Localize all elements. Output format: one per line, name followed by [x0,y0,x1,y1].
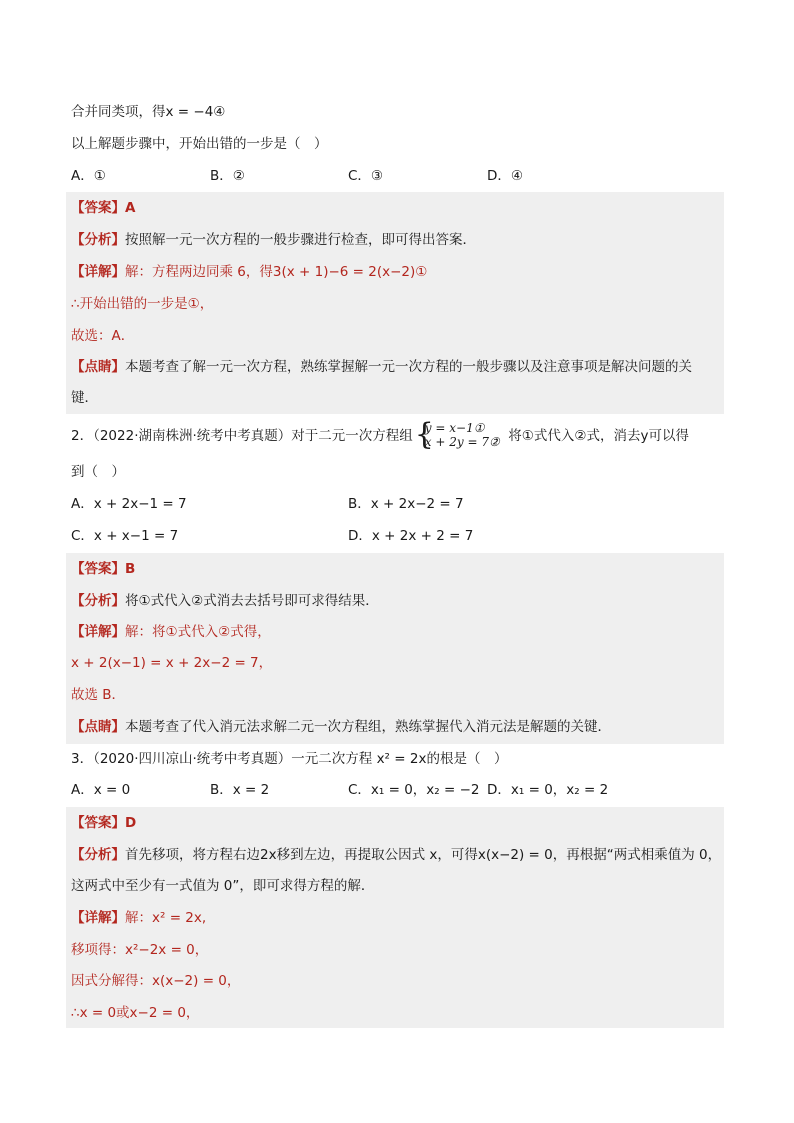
option-a: A．x = 0 [71,782,131,798]
analysis-line [71,227,476,253]
detail-line: ∴开始出错的一步是①， [71,296,214,312]
comment-text: 本题考查了代入消元法求解二元一次方程组，熟练掌握代入消元法是解题的关键． [125,719,611,735]
question-3-stem: 3．（2020·四川凉山·统考中考真题）一元二次方程 x² = 2x的根是（ ） [71,751,508,767]
detail-line [71,619,271,645]
option-b: B．② [210,168,245,184]
left-brace: { [414,417,434,452]
comment-tag: 【点睛】 [71,719,125,735]
analysis-text: 首先移项，将方程右边2x移到左边，再提取公因式 x，可得x(x−2) = 0，再根据“两式相乘值为 0， [125,847,722,863]
comment-line: 键． [71,390,98,406]
answer-tag: 【答案】 [71,815,125,831]
option-b: B．x = 2 [210,782,270,798]
question-2-stem-cont: 到（ ） [71,464,125,480]
analysis-text: 将①式代入②式消去去括号即可求得结果． [125,593,379,609]
option-d: D．x + 2x + 2 = 7 [348,528,474,544]
comment-line [71,354,692,380]
detail-text: 解：将①式代入②式得， [125,624,271,640]
answer-value: A [125,200,136,216]
detail-text: 解：方程两边同乘 6，得3(x + 1)−6 = 2(x−2)① [125,264,428,280]
answer-value: D [125,815,137,831]
detail-tag: 【详解】 [71,910,125,926]
analysis-line [71,588,379,614]
analysis-tag: 【分析】 [71,847,125,863]
comment-line [71,714,611,740]
detail-line: 移项得：x²−2x = 0， [71,942,209,958]
detail-line: ∴x = 0或x−2 = 0， [71,1005,200,1021]
equation-system [414,417,500,452]
answer-value: B [125,561,136,577]
answer-line [71,195,135,221]
analysis-line: 这两式中至少有一式值为 0”，即可求得方程的解． [71,878,375,894]
option-d: D．x₁ = 0，x₂ = 2 [487,782,609,798]
detail-text: 解：x² = 2x, [125,910,207,926]
question-prompt: 以上解题步骤中，开始出错的一步是（ ） [71,136,328,152]
option-c: C．③ [348,168,384,184]
option-a: A．① [71,168,106,184]
detail-line [71,905,206,931]
detail-line: 故选：A． [71,328,135,344]
answer-line [71,810,136,836]
analysis-tag: 【分析】 [71,593,125,609]
question-2-stem [71,417,689,452]
option-c: C．x₁ = 0，x₂ = −2 [348,782,480,798]
stem-suffix: ，将①式代入②式，消去y可以得 [494,428,689,444]
detail-line: 因式分解得：x(x−2) = 0， [71,973,241,989]
answer-line [71,556,135,582]
answer-tag: 【答案】 [71,200,125,216]
system-row-1: y = x−1① [424,421,485,435]
detail-tag: 【详解】 [71,264,125,280]
option-a: A．x + 2x−1 = 7 [71,496,187,512]
analysis-tag: 【分析】 [71,232,125,248]
stem-prefix: 2．（2022·湖南株洲·统考中考真题）对于二元一次方程组 [71,428,413,444]
step-line: 合并同类项，得x = −4④ [71,104,226,120]
system-row-2: x + 2y = 7② [424,435,500,449]
detail-tag: 【详解】 [71,624,125,640]
answer-tag: 【答案】 [71,561,125,577]
detail-line [71,259,427,285]
comment-tag: 【点睛】 [71,359,125,375]
detail-line: 故选 B． [71,687,126,703]
option-c: C．x + x−1 = 7 [71,528,179,544]
option-d: D．④ [487,168,523,184]
option-b: B．x + 2x−2 = 7 [348,496,464,512]
analysis-line [71,842,721,868]
comment-text: 本题考查了解一元一次方程，熟练掌握解一元一次方程的一般步骤以及注意事项是解决问题的关 [125,359,692,375]
detail-line: x + 2(x−1) = x + 2x−2 = 7， [71,655,273,671]
analysis-text: 按照解一元一次方程的一般步骤进行检查，即可得出答案． [125,232,476,248]
